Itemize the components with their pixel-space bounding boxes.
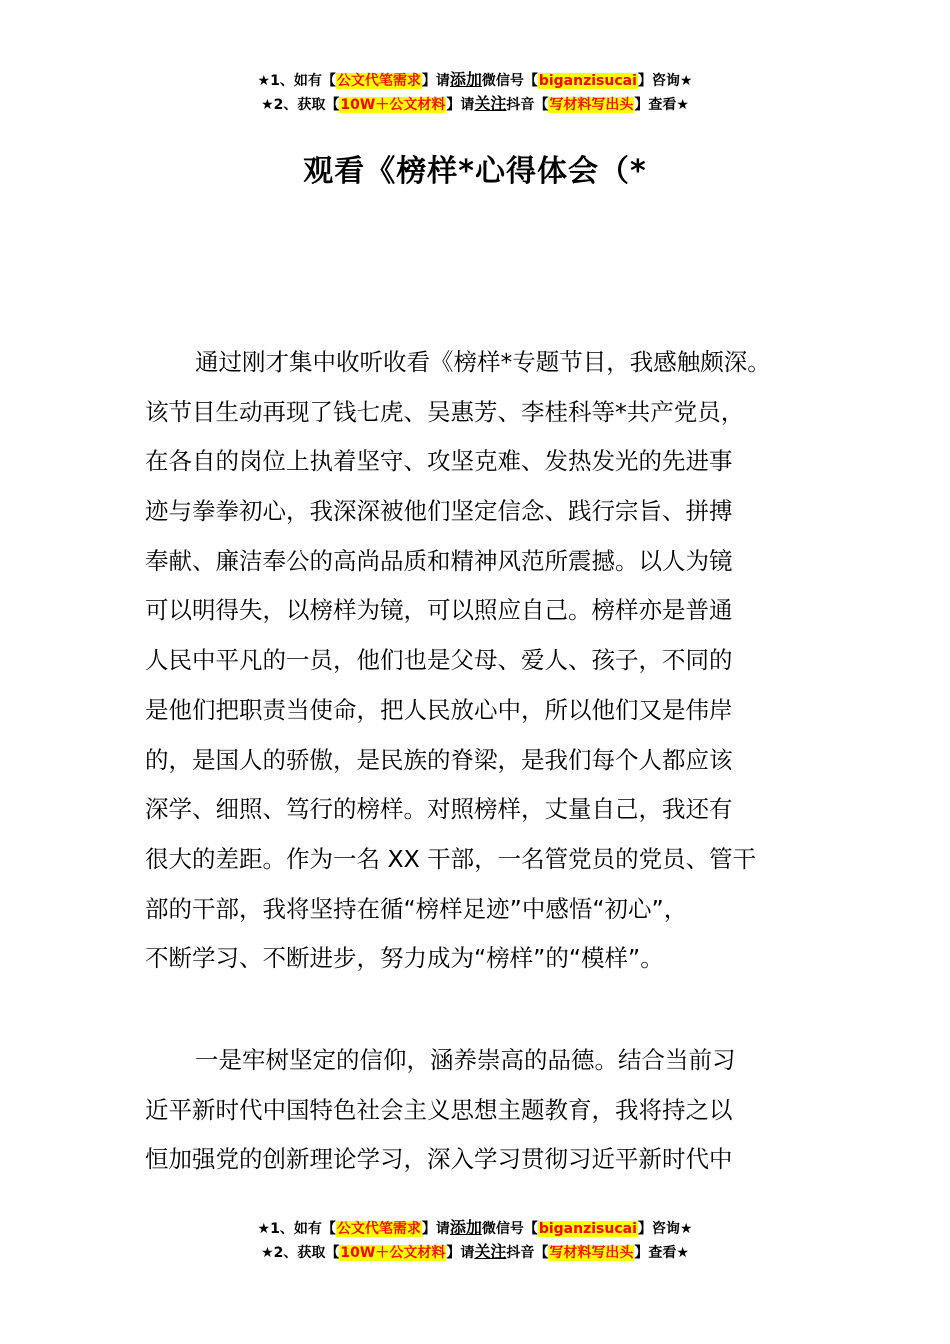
highlight-ghostwriting: 公文代笔需求 — [336, 1221, 421, 1237]
text-line: 人民中平凡的一员，他们也是父母、爱人、孩子，不同的 — [145, 646, 733, 675]
emphasis-follow: 关注 — [474, 1242, 507, 1261]
banner-text: ★1、如有【 — [257, 1221, 336, 1237]
text-line: 一是牢树坚定的信仰，涵养崇高的品德。结合当前习 — [195, 1046, 736, 1074]
text-line: 迹与拳拳初心，我深深被他们坚定信念、践行宗旨、拼搏 — [145, 497, 733, 526]
emphasis-add: 添加 — [449, 70, 482, 89]
banner-text: 】请 — [421, 1221, 450, 1237]
highlight-wechat-id: biganzisucai — [538, 1221, 637, 1237]
highlight-materials: 10W＋公文材料 — [340, 1245, 446, 1261]
banner-text: 】请 — [446, 97, 475, 113]
banner-text: 】咨询★ — [637, 1221, 693, 1237]
text-line: 很大的差距。作为一名 XX 干部，一名管党员的党员、管干 — [145, 844, 757, 873]
banner-text: 微信号【 — [481, 1221, 538, 1237]
emphasis-add: 添加 — [449, 1218, 482, 1237]
emphasis-follow: 关注 — [474, 94, 507, 113]
text-line: 近平新时代中国特色社会主义思想主题教育，我将持之以 — [145, 1095, 733, 1124]
banner-text: 】请 — [421, 73, 450, 89]
banner-text: 】查看★ — [634, 1245, 689, 1261]
paragraph-1 — [145, 338, 815, 984]
text-line: 深学、细照、笃行的榜样。对照榜样，丈量自己，我还有 — [145, 795, 733, 824]
banner-line-2 — [0, 92, 950, 116]
text-line: 不断学习、不断进步，努力成为“榜样”的“模样”。 — [145, 944, 664, 973]
text-line: 在各自的岗位上执着坚守、攻坚克难、发热发光的先进事 — [145, 447, 733, 476]
highlight-douyin-account: 写材料写出头 — [549, 1245, 634, 1261]
banner-line-1 — [0, 1216, 950, 1240]
text-line: 是他们把职责当使命，把人民放心中，所以他们又是伟岸 — [145, 695, 733, 724]
banner-line-2 — [0, 1240, 950, 1264]
paragraph-2 — [145, 1036, 815, 1185]
header-banner — [0, 68, 950, 116]
banner-text: 】查看★ — [634, 97, 689, 113]
banner-text: 抖音【 — [506, 1245, 549, 1261]
text-line: 该节目生动再现了钱七虎、吴惠芳、李桂科等*共产党员， — [145, 397, 745, 426]
text-line: 奉献、廉洁奉公的高尚品质和精神风范所震撼。以人为镜 — [145, 546, 733, 575]
banner-text: ★1、如有【 — [257, 73, 336, 89]
banner-text: 】咨询★ — [637, 73, 693, 89]
text-line: 恒加强党的创新理论学习，深入学习贯彻习近平新时代中 — [145, 1145, 733, 1174]
banner-text: ★2、获取【 — [261, 97, 340, 113]
footer-banner — [0, 1216, 950, 1264]
text-line: 通过刚才集中收听收看《榜样*专题节目，我感触颇深。 — [195, 348, 771, 376]
text-line: 部的干部，我将坚持在循“榜样足迹”中感悟“初心”， — [145, 894, 688, 923]
banner-text: 】请 — [446, 1245, 475, 1261]
banner-text: 抖音【 — [506, 97, 549, 113]
text-line: 可以明得失，以榜样为镜，可以照应自己。榜样亦是普通 — [145, 596, 733, 625]
banner-text: 微信号【 — [481, 73, 538, 89]
document-title: 观看《榜样*心得体会（* — [303, 154, 647, 189]
highlight-materials: 10W＋公文材料 — [340, 97, 446, 113]
highlight-ghostwriting: 公文代笔需求 — [336, 73, 421, 89]
text-line: 的，是国人的骄傲，是民族的脊梁，是我们每个人都应该 — [145, 745, 733, 774]
banner-line-1 — [0, 68, 950, 92]
banner-text: ★2、获取【 — [261, 1245, 340, 1261]
highlight-wechat-id: biganzisucai — [538, 73, 637, 89]
highlight-douyin-account: 写材料写出头 — [549, 97, 634, 113]
